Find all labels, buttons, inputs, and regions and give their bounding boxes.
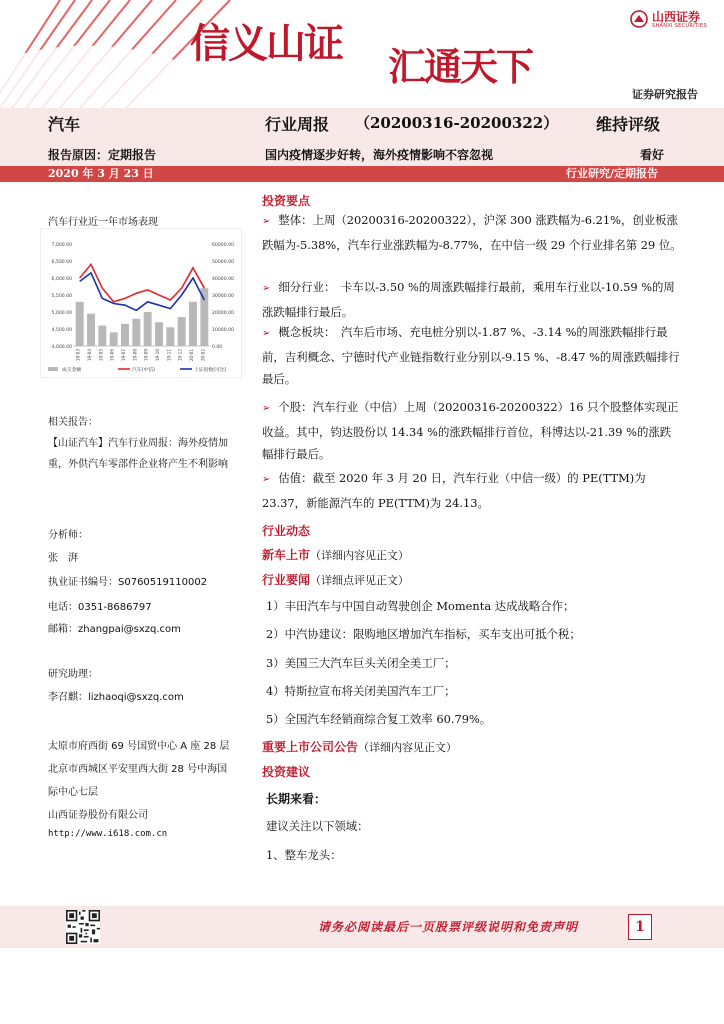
investment-advice-title: 投资建议	[262, 765, 311, 779]
company-website[interactable]: http://www.i618.com.cn	[48, 829, 168, 839]
x-axis-tick-label: 19-12	[177, 349, 183, 362]
left-axis-tick-label: 7,000.00	[51, 243, 72, 248]
chart-title: 汽车行业近一年市场表现	[48, 217, 158, 228]
volume-bar	[76, 302, 84, 346]
x-axis-tick-label: 19-11	[166, 349, 172, 362]
advice-line: 建议关注以下领域：	[266, 819, 369, 833]
legend-label: 上证指数(可比)	[194, 368, 227, 373]
report-category: 行业研究/定期报告	[566, 167, 659, 180]
legend-label: 成交金额	[62, 368, 82, 373]
long-term-heading: 长期来看：	[266, 792, 327, 806]
new-car-title[interactable]: 新车上市	[262, 548, 311, 562]
key-point-text: 个股：汽车行业（中信）上周（20200316-20200322）16 只个股整体实现正收益。其中，钧达股份以 14.34 %的涨跌幅排行首位，科博达以-21.39 %的涨跌幅排行最后。	[262, 400, 679, 461]
arrow-icon: ➢	[262, 216, 271, 227]
industry-news-note: （详细点评见正文）	[310, 574, 410, 587]
analyst-label: 分析师：	[48, 530, 88, 541]
logo-mark-icon	[630, 10, 648, 28]
x-axis-tick-label: 19-09	[143, 349, 149, 362]
x-axis-tick-label: 19-05	[98, 349, 104, 362]
analyst-name: 张 湃	[48, 553, 78, 564]
key-point-text: 细分行业： 卡车以-3.50 %的周涨跌幅排行最前，乘用车行业以-10.59 %的周涨跌幅排行最后。	[262, 280, 675, 319]
assistant-contact[interactable]: 李召麒：lizhaoqi@sxzq.com	[48, 692, 184, 703]
disclaimer: 请务必阅读最后一页股票评级说明和免责声明	[318, 920, 579, 934]
key-points-title: 投资要点	[262, 194, 311, 208]
arrow-icon: ➢	[262, 328, 271, 339]
address-taiyuan: 太原市府西街 69 号国贸中心 A 座 28 层	[48, 741, 230, 752]
left-axis-tick-label: 5,500.00	[51, 294, 72, 299]
volume-bar	[200, 288, 208, 346]
x-axis-tick-label: 19-03	[75, 349, 81, 362]
right-axis-tick-label: 30000.00	[212, 294, 234, 299]
rating: 维持评级	[596, 115, 661, 134]
report-reason: 报告原因：定期报告	[48, 148, 157, 162]
right-axis-tick-label: 10000.00	[212, 328, 234, 333]
key-point-text: 概念板块： 汽车后市场、充电桩分别以-1.87 %、-3.14 %的周涨跌幅排行最前，吉利概念、宁德时代产业链指数行业分别以-9.15 %、-8.47 %的周涨跌幅排行最后。	[262, 325, 680, 386]
industry-news-title[interactable]: 行业要闻	[262, 573, 311, 587]
arrow-icon: ➢	[262, 403, 271, 414]
company-announcements-title[interactable]: 重要上市公司公告	[262, 740, 359, 754]
key-point-valuation	[262, 467, 682, 514]
x-axis-tick-label: 20-02	[200, 349, 206, 362]
news-item: 5）全国汽车经销商综合复工效率 60.79%。	[266, 712, 492, 726]
legend-label: 汽车(中信)	[132, 368, 155, 373]
analyst-phone: 电话：0351-8686797	[48, 602, 152, 613]
assistant-label: 研究助理：	[48, 669, 98, 680]
related-reports-label: 相关报告：	[48, 417, 98, 428]
volume-bar	[189, 302, 197, 346]
volume-bar	[87, 314, 95, 346]
key-point-concept	[262, 321, 682, 391]
report-type: 行业周报	[265, 115, 330, 134]
key-point-overall	[262, 209, 682, 256]
company-announcements-note: （详细内容见正文）	[358, 741, 458, 754]
news-item: 1）丰田汽车与中国自动驾驶创企 Momenta 达成战略合作；	[266, 599, 575, 613]
volume-bar	[121, 324, 129, 346]
logo-subtitle: SHANXI SECURITIES	[652, 23, 707, 29]
slogan-part-1: 信义山证	[190, 20, 342, 67]
key-point-text: 估值：截至 2020 年 3 月 20 日，汽车行业（中信一级）的 PE(TTM)为23.37，新能源汽车的 PE(TTM)为 24.13。	[262, 471, 646, 510]
x-axis-tick-label: 20-01	[189, 349, 194, 362]
industry-dynamics-title: 行业动态	[262, 524, 311, 538]
key-point-text: 整体：上周（20200316-20200322），沪深 300 涨跌幅为-6.21%，创业板涨跌幅为-5.38%，汽车行业涨跌幅为-8.77%，在中信一级 29 个行业排名第 29 位。	[262, 213, 682, 252]
advice-item: 1、整车龙头：	[266, 848, 342, 862]
right-axis-tick-label: 50000.00	[212, 260, 234, 265]
left-axis-tick-label: 4,000.00	[51, 345, 72, 350]
volume-bar	[178, 317, 186, 346]
slogan-part-2: 汇通天下	[388, 44, 533, 89]
report-date: 2020 年 3 月 23 日	[48, 167, 154, 180]
address-beijing-line2: 际中心七层	[48, 787, 98, 798]
report-period: （20200316-20200322）	[355, 114, 559, 132]
x-axis-tick-label: 19-06	[109, 349, 115, 362]
right-axis-tick-label: 60000.00	[212, 243, 234, 248]
news-item: 2）中汽协建议：限购地区增加汽车指标，买车支出可抵个税；	[266, 627, 581, 641]
x-axis-tick-label: 19-04	[87, 349, 92, 362]
news-item: 4）特斯拉宣布将关闭美国汽车工厂；	[266, 684, 456, 698]
right-axis-tick-label: 40000.00	[212, 277, 234, 282]
right-axis-tick-label: 20000.00	[212, 311, 234, 316]
company-name: 山西证券股份有限公司	[48, 810, 148, 821]
outlook: 看好	[640, 148, 665, 162]
key-point-sub-industry	[262, 276, 682, 323]
right-axis-tick-label: 0.00	[212, 345, 223, 350]
volume-bar	[110, 332, 118, 346]
certificate-number: 执业证书编号：S0760519110002	[48, 577, 208, 588]
volume-bar	[144, 312, 152, 346]
related-report-link[interactable]: 【山证汽车】汽车行业周报：海外疫情加重，外供汽车零部件企业将产生不利影响	[48, 438, 228, 470]
key-point-stocks	[262, 396, 682, 466]
arrow-icon: ➢	[262, 283, 271, 294]
x-axis-tick-label: 19-08	[132, 349, 138, 362]
page-number: 1	[628, 914, 652, 940]
volume-bar	[155, 322, 163, 346]
industry-news-heading	[262, 571, 409, 588]
company-announcements-heading	[262, 738, 457, 755]
x-axis-tick-label: 19-07	[121, 349, 126, 362]
report-subtitle: 国内疫情逐步好转，海外疫情影响不容忽视	[265, 148, 494, 162]
report-kind: 证券研究报告	[632, 88, 698, 101]
volume-bar	[98, 326, 106, 346]
news-item: 3）美国三大汽车巨头关闭全美工厂；	[266, 656, 456, 670]
company-logo	[630, 8, 718, 38]
volume-bar	[166, 327, 174, 346]
volume-bar	[132, 319, 140, 346]
analyst-email[interactable]: 邮箱：zhangpai@sxzq.com	[48, 624, 181, 635]
market-performance-chart	[40, 228, 242, 378]
new-car-heading	[262, 546, 409, 563]
legend-swatch	[48, 367, 58, 371]
header-banner	[0, 0, 724, 108]
industry-name: 汽车	[48, 115, 81, 134]
qr-code-icon	[66, 910, 100, 944]
left-axis-tick-label: 6,500.00	[51, 260, 72, 265]
left-axis-tick-label: 4,500.00	[51, 328, 72, 333]
left-axis-tick-label: 6,000.00	[51, 277, 72, 282]
left-axis-tick-label: 5,000.00	[51, 311, 72, 316]
arrow-icon: ➢	[262, 474, 271, 485]
new-car-note: （详细内容见正文）	[310, 549, 410, 562]
address-beijing-line1: 北京市西城区平安里西大街 28 号中海国	[48, 764, 228, 775]
x-axis-tick-label: 19-10	[155, 349, 160, 362]
logo-name: 山西证券	[652, 10, 701, 24]
